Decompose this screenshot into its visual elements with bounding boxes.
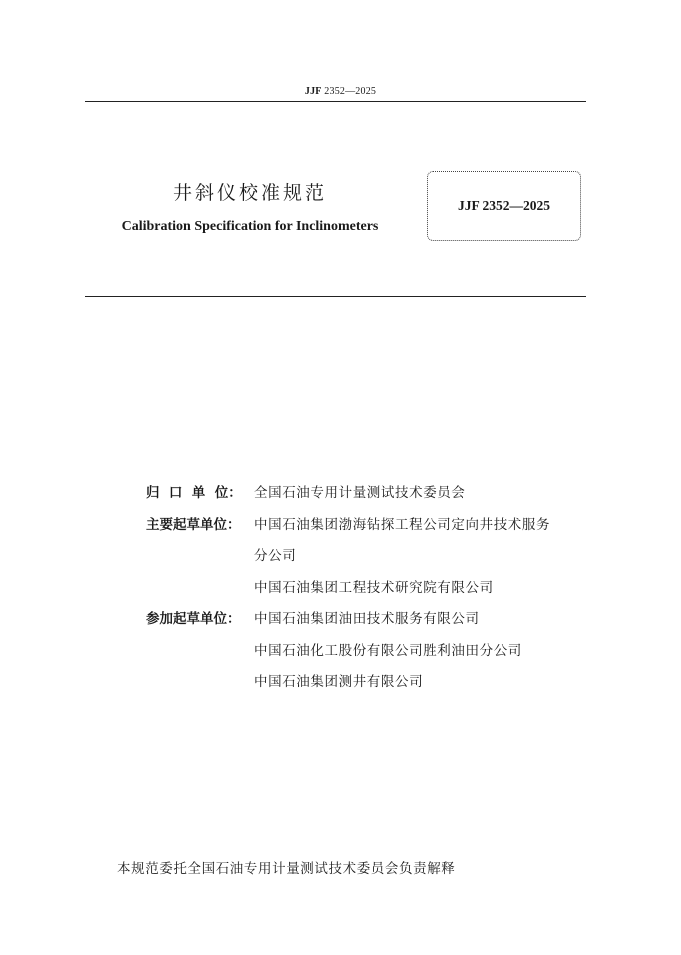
running-header-prefix: JJF [304,86,322,97]
unit-row-participating-cont-2 [146,667,596,699]
unit-value-responsible: 全国石油专用计量测试技术委员会 [254,485,466,501]
running-header [0,86,681,97]
unit-label-responsible: 归 口 单 位： [146,485,242,501]
unit-label-spacer [146,667,254,699]
unit-value-participating-3: 中国石油集团测井有限公司 [254,674,424,690]
specification-code: JJF 2352—2025 [457,198,551,213]
unit-value-participating-2: 中国石油化工股份有限公司胜利油田分公司 [254,642,522,659]
specification-code-box [427,171,581,241]
unit-label-main-drafting: 主要起草单位： [146,516,241,533]
top-rule [85,101,586,102]
interpretation-note: 本规范委托全国石油专用计量测试技术委员会负责解释 [117,861,456,877]
unit-row-main-drafting-cont [146,541,596,573]
unit-label-spacer [146,541,254,573]
title-english: Calibration Specification for Inclinometers [121,219,379,234]
unit-row-responsible [146,478,596,510]
running-header-number: 2352—2025 [321,86,377,97]
unit-label-spacer [146,573,254,605]
unit-row-main-drafting [146,510,596,542]
unit-value-main-drafting-2: 分公司 [254,548,297,564]
unit-label-spacer [146,636,254,668]
unit-row-participating [146,604,596,636]
title-chinese: 井斜仪校准规范 [172,182,327,204]
unit-row-participating-cont [146,636,596,668]
drafting-units [146,478,596,699]
bottom-rule [85,296,586,297]
unit-label-participating: 参加起草单位： [146,611,241,627]
unit-row-main-drafting-cont-2 [146,573,596,605]
unit-value-main-drafting-1: 中国石油集团渤海钻探工程公司定向井技术服务 [254,516,551,533]
unit-value-main-drafting-3: 中国石油集团工程技术研究院有限公司 [254,579,494,596]
unit-value-participating-1: 中国石油集团油田技术服务有限公司 [254,611,480,627]
